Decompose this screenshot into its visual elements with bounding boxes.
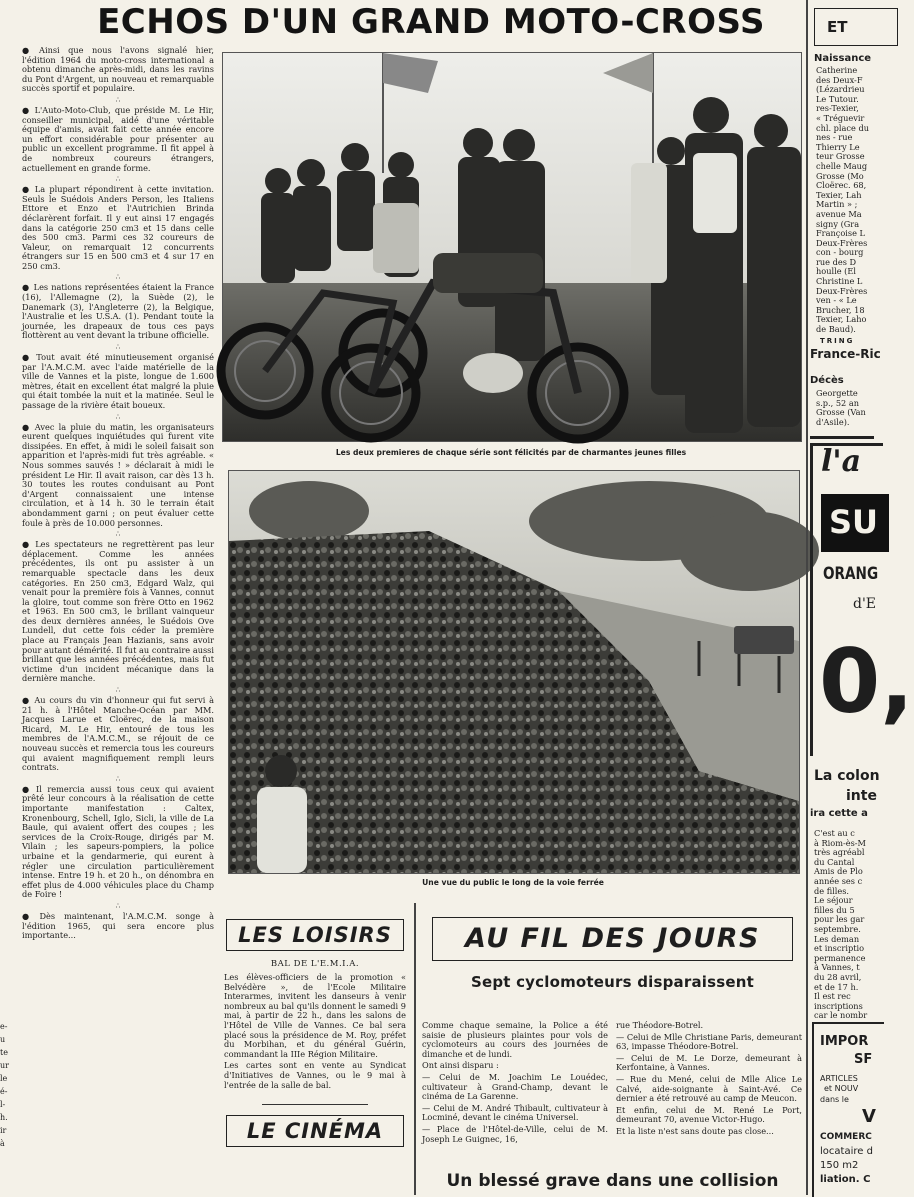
ad2-line: V (862, 1106, 876, 1127)
article-paragraph: ● Les spectateurs ne regrettèrent pas leur déplacement. Comme les années précédentes, ils ont pu assister à un remarquable spectacle dans les deux catégories. En 250 cm3, Edgard Walz, qui venait pour la première fois à Vannes, connut la gloire, tout comme son frère Otto en 1962 et 1963. En 500 cm3, le brillant vainqueur des deux dernières années, le Suédois Ove Lundell, dut cette fois céder la première place au Français Jean Hazianis, sans avoir pour autant démérité. Il fut au contraire aussi brillant que les années précédentes, mais fut victime d'un incident mécanique dans la dernière manche. (22, 539, 214, 684)
photo-crowd (228, 470, 800, 874)
colonie-line: car le nombr (814, 1010, 868, 1021)
separator-stars: ∴ (115, 774, 121, 783)
colonie-line: du Cantal (814, 856, 855, 867)
deces-line: Grosse (Van (816, 407, 866, 418)
naissance-line: Christine L (816, 276, 863, 287)
naissance-line: chelle Maug (816, 160, 868, 171)
column-divider (806, 0, 808, 1195)
colonie-line: à Vannes, t (814, 962, 860, 973)
naissance-line: de Baud). (816, 324, 856, 335)
loisirs-body: Les élèves-officiers de la promotion « Belvédère », de l'Ecole Militaire Interarmes, invitent les danseurs à venir nombreux au bal qu'ils donnent le samedi 9 mai, à partir de 22 h., dans les salons de l'Hôtel de Ville de Vannes. Ce bal sera placé sous la présidence de M. Roy, préfet du Morbihan, et du général Guérin, commandant la IIIe Région Militaire. (224, 972, 406, 1059)
colonie-line: et de 17 h. (814, 981, 859, 992)
bullet-icon: ● (22, 104, 31, 115)
colonie-line: pour les gar (814, 914, 865, 925)
bullet-icon: ● (22, 539, 32, 550)
divider-line (262, 1104, 368, 1105)
colonie-line: et inscriptio (814, 943, 865, 954)
naissance-line: rue des D (816, 256, 857, 267)
ad-la: l'a (821, 444, 862, 479)
naissance-line: avenue Ma (816, 208, 862, 219)
right-column (810, 0, 914, 1195)
article-paragraph: — Celui de M. André Thibault, cultivateur à Locminé, devant le cinéma Universel. (422, 1102, 608, 1123)
ad2-line: 150 m2 (820, 1160, 859, 1171)
margin-fragment: l- (0, 1100, 6, 1109)
naissance-line: ven - « Le (816, 295, 857, 306)
naissance-line: Martin » ; (816, 199, 858, 210)
colonie-list (814, 829, 867, 1021)
naissances-label: Naissance (814, 53, 872, 64)
margin-fragment: le (0, 1074, 8, 1083)
fil-des-jours-column-2 (616, 1021, 802, 1161)
naissance-line: signy (Gra (816, 218, 860, 229)
naissance-line: con - bourg (816, 247, 864, 258)
colonie-line: année ses c (814, 875, 863, 886)
colonie-line: Le séjour (814, 895, 853, 906)
article-column (22, 46, 214, 1191)
ad2-line: dans le (820, 1095, 849, 1104)
bullet-icon: ● (22, 783, 33, 794)
bullet-icon: ● (22, 421, 31, 432)
naissance-line: nes - rue (816, 132, 853, 143)
separator-stars: ∴ (115, 901, 121, 910)
fil-des-jours-subtitle: Sept cyclomoteurs disparaissent (470, 973, 755, 991)
margin-fragment: e- (0, 1022, 8, 1031)
loisirs-subtitle: BAL DE L'E.M.I.A. (270, 959, 360, 969)
article-paragraph: ● Les nations représentées étaient la France (16), l'Allemagne (2), la Suède (2), le Danemark (3), l'Angleterre (2), la Belgique, l'Australie et les U.S.A. (1). Pendant toute la journée, les drapeaux de tous ces pays flottèrent au vent devant la tribune officielle. (22, 282, 214, 341)
margin-fragment: ur (0, 1061, 9, 1070)
separator-stars: ∴ (115, 530, 121, 539)
margin-fragment: ir (0, 1126, 7, 1135)
naissance-line: res-Texier, (816, 103, 859, 114)
colonie-line: inscriptions (814, 1000, 863, 1011)
ad-su-box (821, 494, 889, 552)
photo-crowd-caption: Une vue du public le long de la voie ferrée (422, 878, 604, 887)
colonie-line: septembre. (814, 923, 861, 934)
separator-stars: ∴ (115, 686, 121, 695)
france-label: France-Ric (810, 347, 881, 361)
column-divider (414, 903, 416, 1195)
advert-box (810, 443, 914, 756)
article-paragraph: — Rue du Mené, celui de Mlle Alice Le Calvé, aide-soignante à Saint-Avé. Ce dernier a été retrouvé au camp de Meucon. (616, 1073, 802, 1104)
colonie-line: filles du 5 (814, 904, 855, 915)
fil-des-jours-title: AU FIL DES JOURS (432, 917, 793, 961)
bullet-icon: ● (22, 910, 36, 921)
ad-big-number: 0, (819, 630, 914, 733)
naissance-line: Brucher, 18 (816, 304, 865, 315)
naissance-line: Grosse (Mo (816, 170, 864, 181)
naissance-line: Thierry Le (816, 141, 860, 152)
loisirs-title: LES LOISIRS (226, 919, 404, 951)
naissance-line: (Lézardrieu (816, 84, 865, 95)
separator-stars: ∴ (115, 412, 121, 421)
article-paragraph: Et la liste n'est sans doute pas close... (616, 1125, 774, 1136)
loisirs-body-2: Les cartes sont en vente au Syndicat d'Initiatives de Vannes, ou le 9 mai à l'entrée de la salle de bal. (224, 1060, 406, 1090)
naissance-line: Deux-Frères (816, 237, 868, 248)
article-paragraph: ● L'Auto-Moto-Club, que préside M. Le Hir, conseiller municipal, aidé d'une véritable équipe d'amis, avait fait cette année encore un effort considérable pour présenter au public un excellent programme. Il fit appel à de nombreux coureurs étrangers, actuellement en grande forme. (22, 104, 214, 173)
deces-list (816, 389, 866, 427)
ad-de: d'E (853, 596, 877, 612)
article-paragraph: Comme chaque semaine, la Police a été saisie de plusieurs plaintes pour vols de cyclomoteurs au cours des journées de dimanche et de lundi. (422, 1020, 608, 1059)
article-paragraph: ● Il remercia aussi tous ceux qui avaient prêté leur concours à la réalisation de cette importante manifestation : Caltex, Kronenbourg, Schell, Iglo, Sicli, la ville de La Baule, qui avaient offert des coupes ; les services de la Croix-Rouge, dirigés par M. Vilain ; les sapeurs-pompiers, la police urbaine et la gendarmerie, qui eurent à régler une circulation particulièrement intense. Entre 19 h. et 20 h., on dénombra en effet plus de 4.000 véhicules place du Champ de Foire ! (22, 783, 214, 900)
advert-box-2 (812, 1022, 884, 1197)
bullet-icon: ● (22, 695, 31, 706)
naissance-line: Cloërec. 68, (816, 180, 867, 191)
colonie-line: à Riom-ès-M (814, 837, 866, 848)
separator-stars: ∴ (115, 343, 121, 352)
colonie-subtitle: ira cette a (810, 808, 868, 819)
ad-su: SU (829, 503, 879, 541)
article-paragraph: rue Théodore-Botrel. (616, 1020, 704, 1030)
colonie-title: La colon (814, 768, 880, 784)
etat-civil-title: ET (827, 18, 848, 36)
separator-stars: ∴ (115, 273, 121, 282)
naissance-line: Deux-Frères (816, 285, 868, 296)
article-paragraph: ● Tout avait été minutieusement organisé par l'A.M.C.M. avec l'aide matérielle de la ville de Vannes et la piste, longue de 1.600 mètres, était en excellent état malgré la pluie qui était tombée la nuit et la matinée. Seul le passage de la rivière était boueux. (22, 352, 214, 410)
tringle-label: TRING (820, 337, 855, 345)
colonie-line: très agréabl (814, 847, 865, 858)
article-paragraph: — Celui de M. Joachim Le Louédec, cultivateur à Grand-Champ, devant le cinéma de La Garenne. (422, 1071, 608, 1102)
deces-line: Georgette (816, 388, 858, 398)
colonie-line: C'est au c (814, 828, 855, 838)
colonie-line: Amis de Plo (814, 866, 863, 877)
ad2-line: locataire d (820, 1146, 873, 1157)
ad2-line: COMMERC (820, 1132, 872, 1142)
fil-des-jours-section (420, 903, 805, 1195)
article-paragraph: Ont ainsi disparu : (422, 1060, 499, 1071)
colonie-line: de filles. (814, 885, 850, 896)
naissance-line: des Deux-F (816, 74, 863, 85)
cinema-title: LE CINÉMA (226, 1115, 404, 1147)
bullet-icon: ● (22, 352, 33, 363)
ad2-line: et NOUV (824, 1084, 859, 1093)
ad-orange: ORANG (823, 564, 879, 584)
naissance-line: Françoise L (816, 228, 865, 239)
ad2-line: liation. C (820, 1174, 871, 1185)
article-paragraph: ● Dès maintenant, l'A.M.C.M. songe à l'édition 1965, qui sera encore plus importante... (22, 910, 214, 941)
naissance-line: teur Grosse (816, 151, 865, 162)
naissance-line: Le Tutour. (816, 93, 859, 104)
article-paragraph: Et enfin, celui de M. René Le Port, demeurant 70, avenue Victor-Hugo. (616, 1104, 802, 1125)
collision-headline: Un blessé grave dans une collision (446, 1171, 779, 1191)
ad2-line: SF (854, 1052, 873, 1067)
margin-fragment: h. (0, 1113, 8, 1122)
colonie-line: Les deman (814, 933, 860, 944)
etat-civil-box (814, 8, 898, 46)
margin-fragment: te (0, 1048, 8, 1057)
fil-des-jours-column-1 (422, 1021, 608, 1161)
naissance-line: Catherine (816, 65, 858, 75)
margin-fragments (0, 1020, 14, 1150)
naissance-line: houlle (El (816, 266, 856, 277)
deces-line: d'Asile). (816, 416, 850, 427)
riders-photo-image (223, 53, 801, 441)
article-paragraph: ● La plupart répondirent à cette invitation. Seuls le Suédois Anders Person, les Italiens Ettore et Enzo et l'Autrichien Brinda déclarèrent forfait. Il y eut ainsi 17 engagés dans la catégorie 250 cm3 et 15 dans celle des 500 cm3. Parmi ces 32 coureurs de Valeur, on remarquait 12 concurrents étrangers sur 15 en 500 cm3 et 4 sur 17 en 250 cm3. (22, 184, 214, 271)
photo-riders (222, 52, 802, 442)
margin-fragment: é- (0, 1087, 8, 1096)
ad2-line: ARTICLES (820, 1074, 858, 1083)
naissance-line: chl. place du (816, 122, 869, 133)
separator-stars: ∴ (115, 175, 121, 184)
main-headline: ECHOS D'UN GRAND MOTO-CROSS (97, 2, 765, 42)
article-paragraph: ● Ainsi que nous l'avons signalé hier, l'édition 1964 du moto-cross international a obtenu dimanche après-midi, dans les ravins du Pont d'Argent, un nouveau et remarquable succès sportif et populaire. (22, 45, 214, 94)
margin-fragment: à (0, 1139, 5, 1148)
deces-line: s.p., 52 an (816, 397, 860, 408)
photo-riders-caption: Les deux premieres de chaque série sont félicités par de charmantes jeunes filles (335, 448, 687, 457)
loisirs-section (222, 903, 408, 1195)
article-paragraph: ● Avec la pluie du matin, les organisateurs eurent quelques inquiétudes qui furent vite dissipées. En effet, à midi le soleil faisait son apparition et l'après-midi fut très agréable. « Nous sommes sauvés ! » déclarait à midi le président Le Hir. Il avait raison, car dès 13 h. 30 toutes les routes conduisant au Pont d'Argent connaissaient une intense circulation, et à 14 h. 30 le terrain était abondamment garni ; on peut évaluer cette foule à près de 10.000 personnes. (22, 421, 214, 528)
naissances-list (816, 66, 869, 335)
article-paragraph: — Celui de Mlle Christiane Paris, demeurant 63, impasse Théodore-Botrel. (616, 1031, 802, 1052)
ad-divider (810, 436, 874, 439)
colonie-line: Il est rec (814, 991, 851, 1002)
colonie-line: du 28 avril, (814, 971, 862, 982)
article-paragraph: — Place de l'Hôtel-de-Ville, celui de M. Joseph Le Guignec, 16, (422, 1123, 608, 1144)
margin-fragment: u (0, 1035, 6, 1044)
naissance-line: Texier, Lah (816, 189, 862, 200)
separator-stars: ∴ (115, 95, 121, 104)
crowd-photo-image (229, 471, 799, 873)
article-paragraph: — Celui de M. Le Dorze, demeurant à Kerfontaine, à Vannes. (616, 1052, 802, 1073)
colonie-line: permanence (814, 952, 866, 963)
bullet-icon: ● (22, 184, 31, 195)
article-paragraph: ● Au cours du vin d'honneur qui fut servi à 21 h. à l'Hôtel Manche-Océan par MM. Jacques Larue et Cloërec, de la maison Ricard, M. Le Hir, entouré de tous les membres de l'A.M.C.M., se réjouit de ce nouveau succès et remercia tous les coureurs qui avaient magnifiquement rempli leurs contrats. (22, 695, 214, 773)
bullet-icon: ● (22, 282, 30, 293)
naissance-line: Texier, Laho (816, 314, 867, 325)
deces-label: Décès (810, 375, 844, 386)
colonie-title-2: inte (846, 788, 877, 804)
naissance-line: « Tréguevir (816, 112, 865, 123)
bullet-icon: ● (22, 45, 36, 55)
ad2-line: IMPOR (820, 1034, 869, 1049)
